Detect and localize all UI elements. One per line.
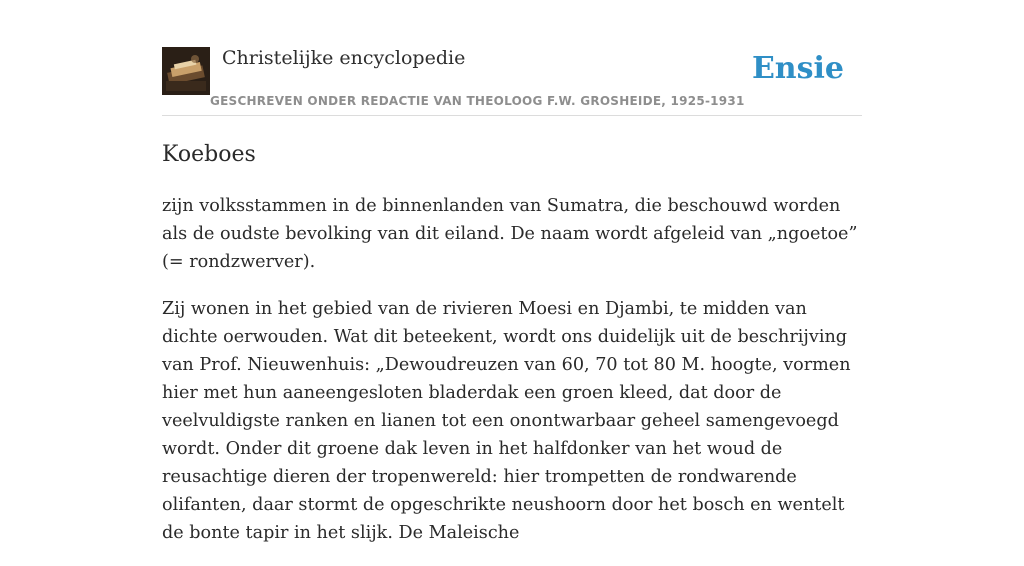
source-title[interactable]: Christelijke encyclopedie (222, 47, 466, 69)
entry-title: Koeboes (162, 142, 256, 167)
article-body (162, 192, 862, 566)
book-thumbnail-icon (162, 47, 210, 95)
source-subtitle: GESCHREVEN ONDER REDACTIE VAN THEOLOOG F.W. GROSHEIDE, 1925-1931 (210, 94, 745, 108)
source-avatar[interactable] (162, 47, 210, 95)
source-header (162, 46, 862, 116)
article-paragraph: Zij wonen in het gebied van de rivieren Moesi en Djambi, te midden van dichte oerwouden. Wat dit beteekent, wordt ons duidelijk uit de beschrijving van Prof. Nieuwenhuis: „Dewoudreuzen van 60, 70 tot 80 M. hoogte, vormen hier met hun aaneengesloten bladerdak een groen kleed, dat door de veelvuldigste ranken en lianen tot een onontwarbaar geheel samengevoegd wordt. Onder dit groene dak leven in het halfdonker van het woud de reusachtige dieren der tropenwereld: hier trompetten de rondwarende olifanten, daar stormt de opgeschrikte neushoorn door het bosch en wentelt de bonte tapir in het slijk. De Maleische (162, 299, 851, 543)
article-paragraph: zijn volksstammen in de binnenlanden van Sumatra, die beschouwd worden als de oudste bevolking van dit eiland. De naam wordt afgeleid van „ngoetoe” (= rondzwerver). (162, 196, 858, 272)
ensie-logo[interactable]: Ensie (751, 51, 844, 86)
